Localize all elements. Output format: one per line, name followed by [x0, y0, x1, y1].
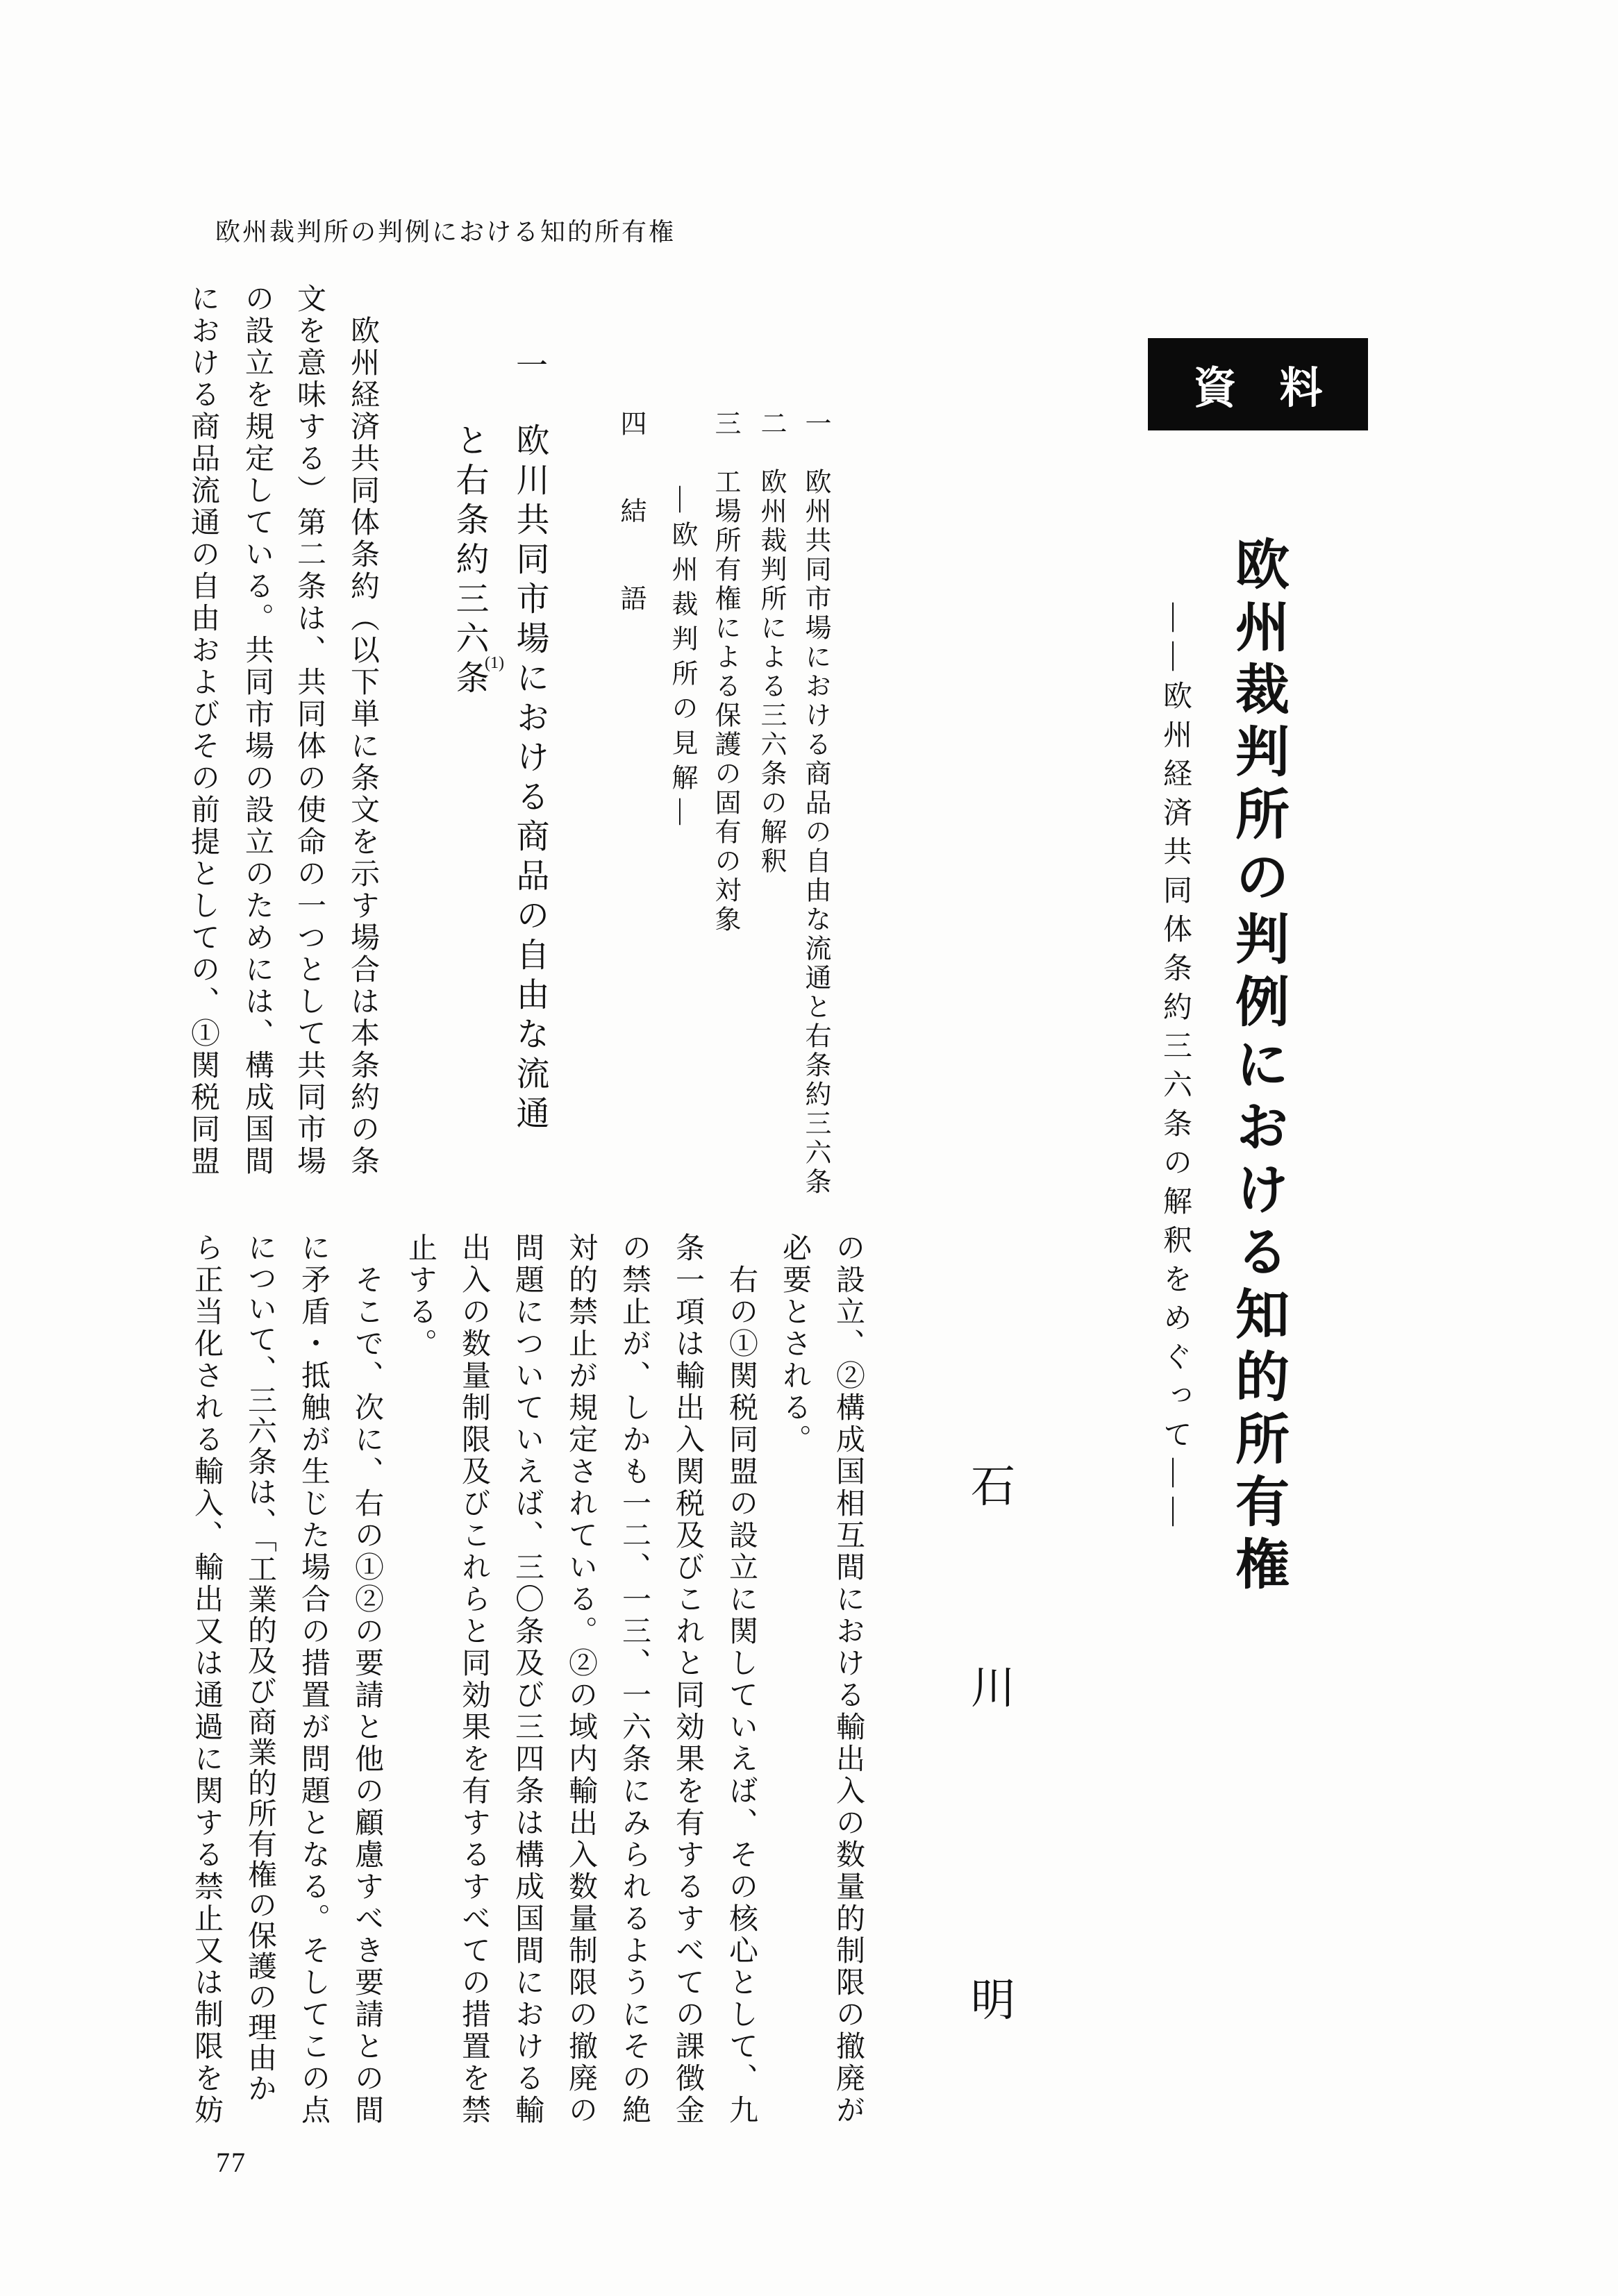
body-column: の禁止が、しかも一二、一三、一六条にみられるようにその絶 — [618, 1232, 650, 2127]
section-number: 一 — [512, 349, 547, 380]
body-column: 欧州経済共同体条約（以下単に条文を示す場合は本条約の条 — [347, 315, 378, 1178]
body-column: 必要とされる。 — [778, 1232, 810, 1456]
body-column: の設立、②構成国相互間における輸出入の数量的制限の撤廃が — [832, 1232, 864, 2127]
body-column: ら正当化される輸入、輸出又は通過に関する禁止又は制限を妨 — [190, 1232, 222, 2127]
toc-item-2: 二 欧州裁判所による三六条の解釈 — [756, 410, 785, 876]
author-char: 明 — [971, 1976, 1015, 2025]
article-subtitle: ――欧州経済共同体条約三六条の解釈をめぐって―― — [1159, 603, 1191, 1536]
body-column: に矛盾・抵触が生じた場合の措置が問題となる。そしてこの点 — [297, 1232, 329, 2127]
body-column: 文を意味する）第二条は、共同体の使命の一つとして共同市場 — [293, 283, 325, 1178]
body-column: 問題についていえば、三〇条及び三四条は構成国間における輸 — [511, 1232, 543, 2127]
author-char: 石 — [971, 1462, 1015, 1511]
category-label: 資 料 — [1193, 365, 1323, 412]
body-column: における商品流通の自由およびその前提としての、①関税同盟 — [187, 283, 219, 1178]
category-box — [1148, 338, 1368, 430]
toc-item-3-sub: ―欧州裁判所の見解― — [667, 486, 697, 833]
section-heading-line2: と右条約三六条 — [451, 423, 487, 700]
toc-item-1: 一 欧州共同市場における商品の自由な流通と右条約三六条 — [801, 410, 830, 1197]
footnote-marker: (1) — [485, 654, 504, 672]
body-column: の設立を規定している。共同市場の設立のためには、構成国間 — [241, 283, 273, 1178]
toc-item-3: 三 工場所有権による保護の固有の対象 — [710, 410, 740, 935]
section-heading-line1: 欧川共同市場における商品の自由な流通 — [511, 423, 548, 1135]
body-column: 右の①関税同盟の設立に関していえば、その核心として、九 — [725, 1264, 757, 2127]
running-header: 欧州裁判所の判例における知的所有権 — [215, 218, 676, 246]
toc-item-4: 四 結 語 — [616, 410, 645, 628]
body-column: 出入の数量制限及びこれらと同効果を有するすべての措置を禁 — [458, 1232, 490, 2127]
page-number: 77 — [216, 2147, 247, 2178]
article-title: 欧州裁判所の判例における知的所有権 — [1228, 536, 1288, 1598]
body-column: 止する。 — [404, 1232, 436, 1360]
body-column: について、三六条は、「工業的及び商業的所有権の保護の理由か — [244, 1232, 276, 2104]
author-char: 川 — [971, 1664, 1015, 1713]
body-column: 条一項は輸出入関税及びこれと同効果を有するすべての課徴金 — [672, 1232, 703, 2127]
body-column: そこで、次に、右の①②の要請と他の顧慮すべき要請との間 — [351, 1264, 383, 2127]
body-column: 対的禁止が規定されている。②の域内輸出入数量制限の撤廃の — [565, 1232, 597, 2127]
